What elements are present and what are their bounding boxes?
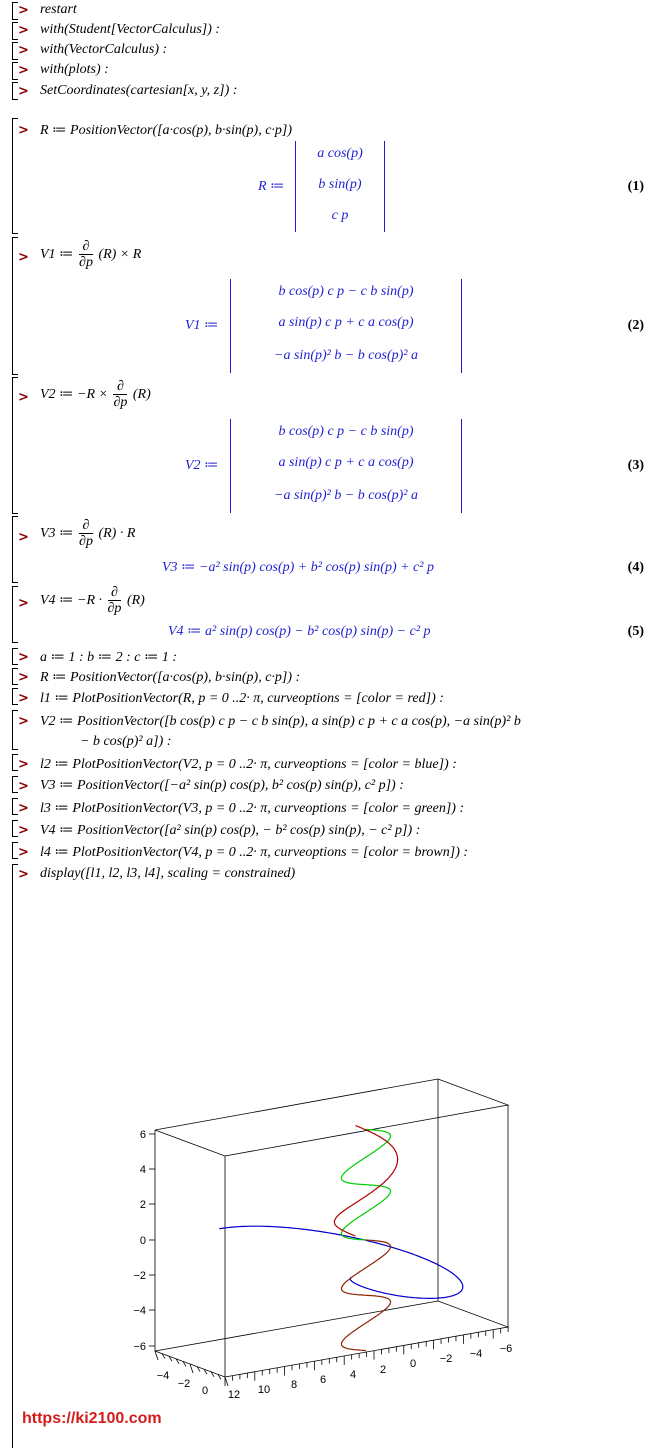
group-bracket[interactable] bbox=[12, 516, 18, 583]
matrix-cell: b cos(p) c p − c b sin(p) bbox=[278, 284, 414, 299]
x-tick-label: 0 bbox=[201, 1385, 209, 1397]
prompt: > bbox=[18, 650, 29, 665]
matrix-cell: a cos(p) bbox=[317, 146, 363, 161]
plot-box bbox=[155, 1079, 508, 1377]
output-V3: V3 ≔ −a² sin(p) cos(p) + b² cos(p) sin(p) + c² p bbox=[162, 560, 434, 575]
output-V1-matrix bbox=[230, 279, 462, 373]
prompt: > bbox=[18, 530, 29, 545]
y-tick-label: −6 bbox=[499, 1343, 513, 1355]
z-tick-label: 4 bbox=[139, 1164, 146, 1176]
input-V2-position-vector[interactable]: V2 ≔ PositionVector([b cos(p) c p − c b sin(p), a sin(p) c p + c a cos(p), −a sin(p)² b bbox=[40, 714, 521, 729]
curves bbox=[219, 1126, 463, 1351]
matrix-cell: a sin(p) c p + c a cos(p) bbox=[278, 455, 414, 470]
V2-lhs: V2 ≔ −R × bbox=[40, 387, 108, 403]
V3-lhs: V3 ≔ bbox=[40, 526, 74, 542]
x-tick-label: −4 bbox=[156, 1370, 170, 1382]
matrix-cell: −a sin(p)² b − b cos(p)² a bbox=[274, 488, 418, 503]
partial-dp: ∂p bbox=[79, 534, 93, 549]
input-restart[interactable]: restart bbox=[40, 2, 77, 17]
y-tick-label: 10 bbox=[257, 1384, 271, 1396]
prompt: > bbox=[18, 845, 29, 860]
prompt: > bbox=[18, 867, 29, 882]
input-V2-definition[interactable] bbox=[40, 380, 151, 410]
input-V4-position-vector[interactable]: V4 ≔ PositionVector([a² sin(p) cos(p), − b² cos(p) sin(p), − c² p]) : bbox=[40, 823, 421, 838]
watermark-url: https://ki2100.com bbox=[22, 1410, 162, 1427]
V4-rhs: (R) bbox=[126, 593, 145, 609]
prompt: > bbox=[18, 23, 29, 38]
z-axis-ticks bbox=[149, 1134, 155, 1346]
matrix-cell: b sin(p) bbox=[318, 177, 362, 192]
input-l3[interactable]: l3 ≔ PlotPositionVector(V3, p = 0 ..2· π, curveoptions = [color = green]) : bbox=[40, 801, 465, 816]
y-tick-label: 2 bbox=[379, 1364, 387, 1376]
prompt: > bbox=[18, 757, 29, 772]
z-tick-label: 6 bbox=[139, 1129, 146, 1141]
partial-symbol: ∂ bbox=[79, 519, 93, 534]
prompt: > bbox=[18, 84, 29, 99]
prompt: > bbox=[18, 714, 29, 729]
matrix-cell: c p bbox=[331, 208, 349, 223]
y-axis-ticks bbox=[225, 1327, 508, 1386]
prompt: > bbox=[18, 691, 29, 706]
y-tick-label: −4 bbox=[469, 1348, 483, 1360]
input-R-definition-2[interactable]: R ≔ PositionVector([a·cos(p), b·sin(p), c·p]) : bbox=[40, 670, 301, 685]
prompt: > bbox=[18, 596, 29, 611]
equation-label: (1) bbox=[627, 179, 644, 194]
input-V3-definition[interactable] bbox=[40, 519, 135, 549]
input-l1[interactable]: l1 ≔ PlotPositionVector(R, p = 0 ..2· π, curveoptions = [color = red]) : bbox=[40, 691, 444, 706]
prompt: > bbox=[18, 823, 29, 838]
input-V1-definition[interactable] bbox=[40, 240, 141, 270]
input-R-definition[interactable]: R ≔ PositionVector([a·cos(p), b·sin(p), c·p]) bbox=[40, 123, 293, 138]
prompt: > bbox=[18, 63, 29, 78]
input-with-plots[interactable]: with(plots) : bbox=[40, 62, 109, 77]
z-tick-label: −2 bbox=[133, 1270, 146, 1282]
partial-derivative bbox=[108, 586, 122, 616]
prompt: > bbox=[18, 801, 29, 816]
y-tick-label: 6 bbox=[319, 1374, 327, 1386]
equation-label: (4) bbox=[627, 560, 644, 575]
z-tick-label: −4 bbox=[133, 1305, 146, 1317]
curve-green bbox=[341, 1129, 390, 1240]
z-axis-labels bbox=[133, 1129, 146, 1353]
curve-brown bbox=[341, 1240, 390, 1351]
V4-lhs: V4 ≔ −R · bbox=[40, 593, 103, 609]
partial-symbol: ∂ bbox=[113, 380, 127, 395]
y-tick-label: 4 bbox=[349, 1369, 357, 1381]
curve-blue bbox=[219, 1226, 463, 1298]
partial-derivative bbox=[79, 519, 93, 549]
input-l4[interactable]: l4 ≔ PlotPositionVector(V4, p = 0 ..2· π, curveoptions = [color = brown]) : bbox=[40, 845, 469, 860]
z-tick-label: 2 bbox=[139, 1199, 146, 1211]
partial-dp: ∂p bbox=[113, 395, 128, 410]
output-V1-label: V1 ≔ bbox=[185, 318, 219, 333]
group-bracket[interactable] bbox=[12, 586, 18, 643]
input-V4-definition[interactable] bbox=[40, 586, 145, 616]
3d-plot[interactable] bbox=[0, 1060, 651, 1410]
y-tick-label: 0 bbox=[409, 1358, 417, 1370]
input-setcoordinates[interactable]: SetCoordinates(cartesian[x, y, z]) : bbox=[40, 83, 238, 98]
input-display[interactable]: display([l1, l2, l3, l4], scaling = constrained) bbox=[40, 866, 296, 881]
input-l2[interactable]: l2 ≔ PlotPositionVector(V2, p = 0 ..2· π, curveoptions = [color = blue]) : bbox=[40, 757, 457, 772]
matrix-cell: a sin(p) c p + c a cos(p) bbox=[278, 315, 414, 330]
partial-symbol: ∂ bbox=[108, 586, 122, 601]
matrix-cell: −a sin(p)² b − b cos(p)² a bbox=[274, 348, 418, 363]
equation-label: (3) bbox=[627, 458, 644, 473]
prompt: > bbox=[18, 390, 29, 405]
output-R-label: R ≔ bbox=[258, 179, 285, 194]
V1-rhs: (R) × R bbox=[98, 247, 142, 263]
input-assign-abc[interactable]: a ≔ 1 : b ≔ 2 : c ≔ 1 : bbox=[40, 650, 178, 665]
V2-rhs: (R) bbox=[132, 387, 151, 403]
V3-rhs: (R) · R bbox=[98, 526, 136, 542]
partial-derivative bbox=[79, 240, 93, 270]
output-V4: V4 ≔ a² sin(p) cos(p) − b² cos(p) sin(p) − c² p bbox=[168, 624, 431, 639]
output-V2-label: V2 ≔ bbox=[185, 458, 219, 473]
z-tick-label: 0 bbox=[139, 1235, 146, 1247]
output-V2-matrix bbox=[230, 419, 462, 513]
V1-lhs: V1 ≔ bbox=[40, 247, 74, 263]
x-tick-label: −2 bbox=[177, 1378, 191, 1390]
input-with-vectorcalculus[interactable]: with(VectorCalculus) : bbox=[40, 42, 168, 57]
z-tick-label: −6 bbox=[133, 1341, 146, 1353]
partial-symbol: ∂ bbox=[79, 240, 93, 255]
y-tick-label: −2 bbox=[439, 1353, 453, 1365]
x-axis-labels bbox=[157, 1370, 208, 1397]
input-V3-position-vector[interactable]: V3 ≔ PositionVector([−a² sin(p) cos(p), b² cos(p) sin(p), c² p]) : bbox=[40, 778, 404, 793]
prompt: > bbox=[18, 43, 29, 58]
input-with-student[interactable]: with(Student[VectorCalculus]) : bbox=[40, 22, 221, 37]
output-R-matrix bbox=[295, 141, 385, 232]
equation-label: (5) bbox=[627, 624, 644, 639]
input-V2-position-vector-cont[interactable]: − b cos(p)² a]) : bbox=[80, 734, 172, 749]
box-bottom-edge bbox=[155, 1301, 508, 1377]
partial-dp: ∂p bbox=[79, 255, 93, 270]
prompt: > bbox=[18, 779, 29, 794]
partial-derivative bbox=[113, 380, 127, 410]
partial-dp: ∂p bbox=[107, 601, 122, 616]
y-tick-label: 12 bbox=[227, 1389, 241, 1401]
prompt: > bbox=[18, 3, 29, 18]
x-minor-tick bbox=[225, 1377, 228, 1386]
prompt: > bbox=[18, 670, 29, 685]
prompt: > bbox=[18, 250, 29, 265]
box-top-edge bbox=[155, 1079, 508, 1156]
equation-label: (2) bbox=[627, 318, 644, 333]
prompt: > bbox=[18, 123, 29, 138]
y-tick-label: 8 bbox=[290, 1379, 298, 1391]
matrix-cell: b cos(p) c p − c b sin(p) bbox=[278, 424, 414, 439]
